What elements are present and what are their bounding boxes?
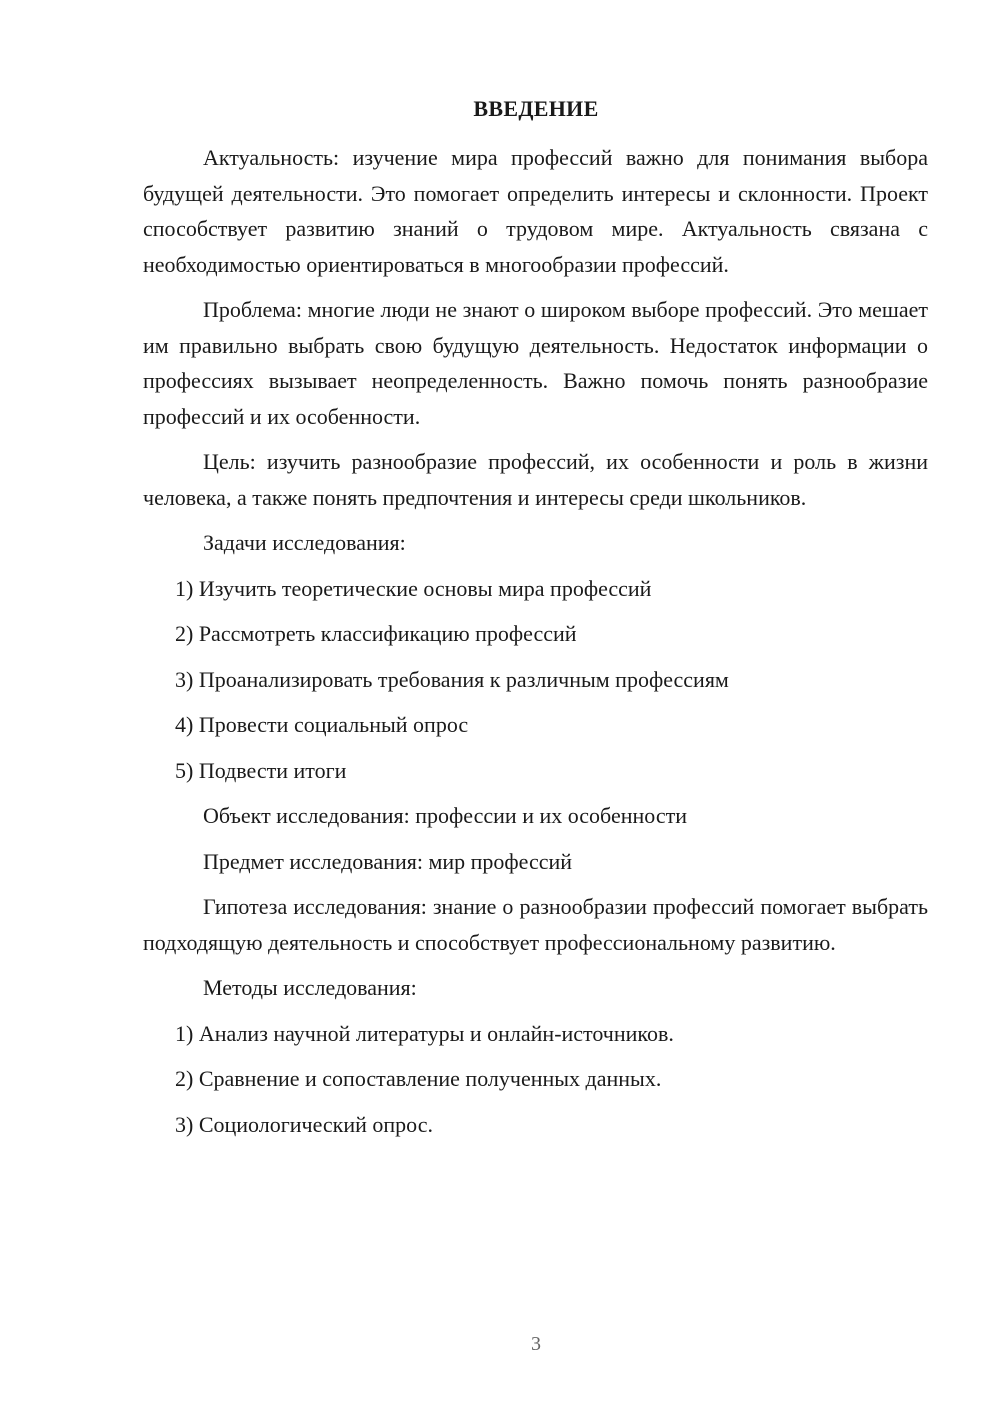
method-item: 1) Анализ научной литературы и онлайн-источников. (175, 1020, 674, 1046)
hypothesis-paragraph: Гипотеза исследования: знание о разнообразии профессий помогает выбрать подходящую деятельность и способствует профессиональному развитию. (143, 894, 928, 955)
task-item: 4) Провести социальный опрос (175, 712, 469, 737)
task-item: 5) Подвести итоги (175, 757, 347, 783)
method-item: 3) Социологический опрос. (175, 1111, 433, 1137)
task-item: 3) Проанализировать требования к различным профессиям (175, 666, 729, 692)
research-object: Объект исследования: профессии и их особенности (203, 803, 687, 828)
tasks-heading: Задачи исследования: (203, 530, 406, 555)
task-item: 2) Рассмотреть классификацию профессий (175, 621, 577, 646)
page-number: 3 (531, 1333, 541, 1355)
problem-paragraph: Проблема: многие люди не знают о широком выборе профессий. Это мешает им правильно выбрать свою будущую деятельность. Недостаток информации о профессиях вызывает неопределенность. Важно помочь понять разнообразие профессий и их особенности. (143, 297, 928, 429)
relevance-paragraph: Актуальность: изучение мира профессий важно для понимания выбора будущей деятельности. Это помогает определить интересы и склонности. Проект способствует развитию знаний о трудовом мире. Актуальность связана с необходимостью ориентироваться в многообразии профессий. (143, 145, 928, 277)
research-subject: Предмет исследования: мир профессий (203, 848, 573, 874)
task-item: 1) Изучить теоретические основы мира профессий (175, 575, 652, 601)
goal-paragraph: Цель: изучить разнообразие профессий, их особенности и роль в жизни человека, а также понять предпочтения и интересы среди школьников. (143, 449, 928, 510)
document-body (143, 140, 928, 1152)
page-title: ВВЕДЕНИЕ (473, 96, 599, 121)
method-item: 2) Сравнение и сопоставление полученных данных. (175, 1066, 662, 1091)
methods-heading: Методы исследования: (203, 975, 417, 1000)
